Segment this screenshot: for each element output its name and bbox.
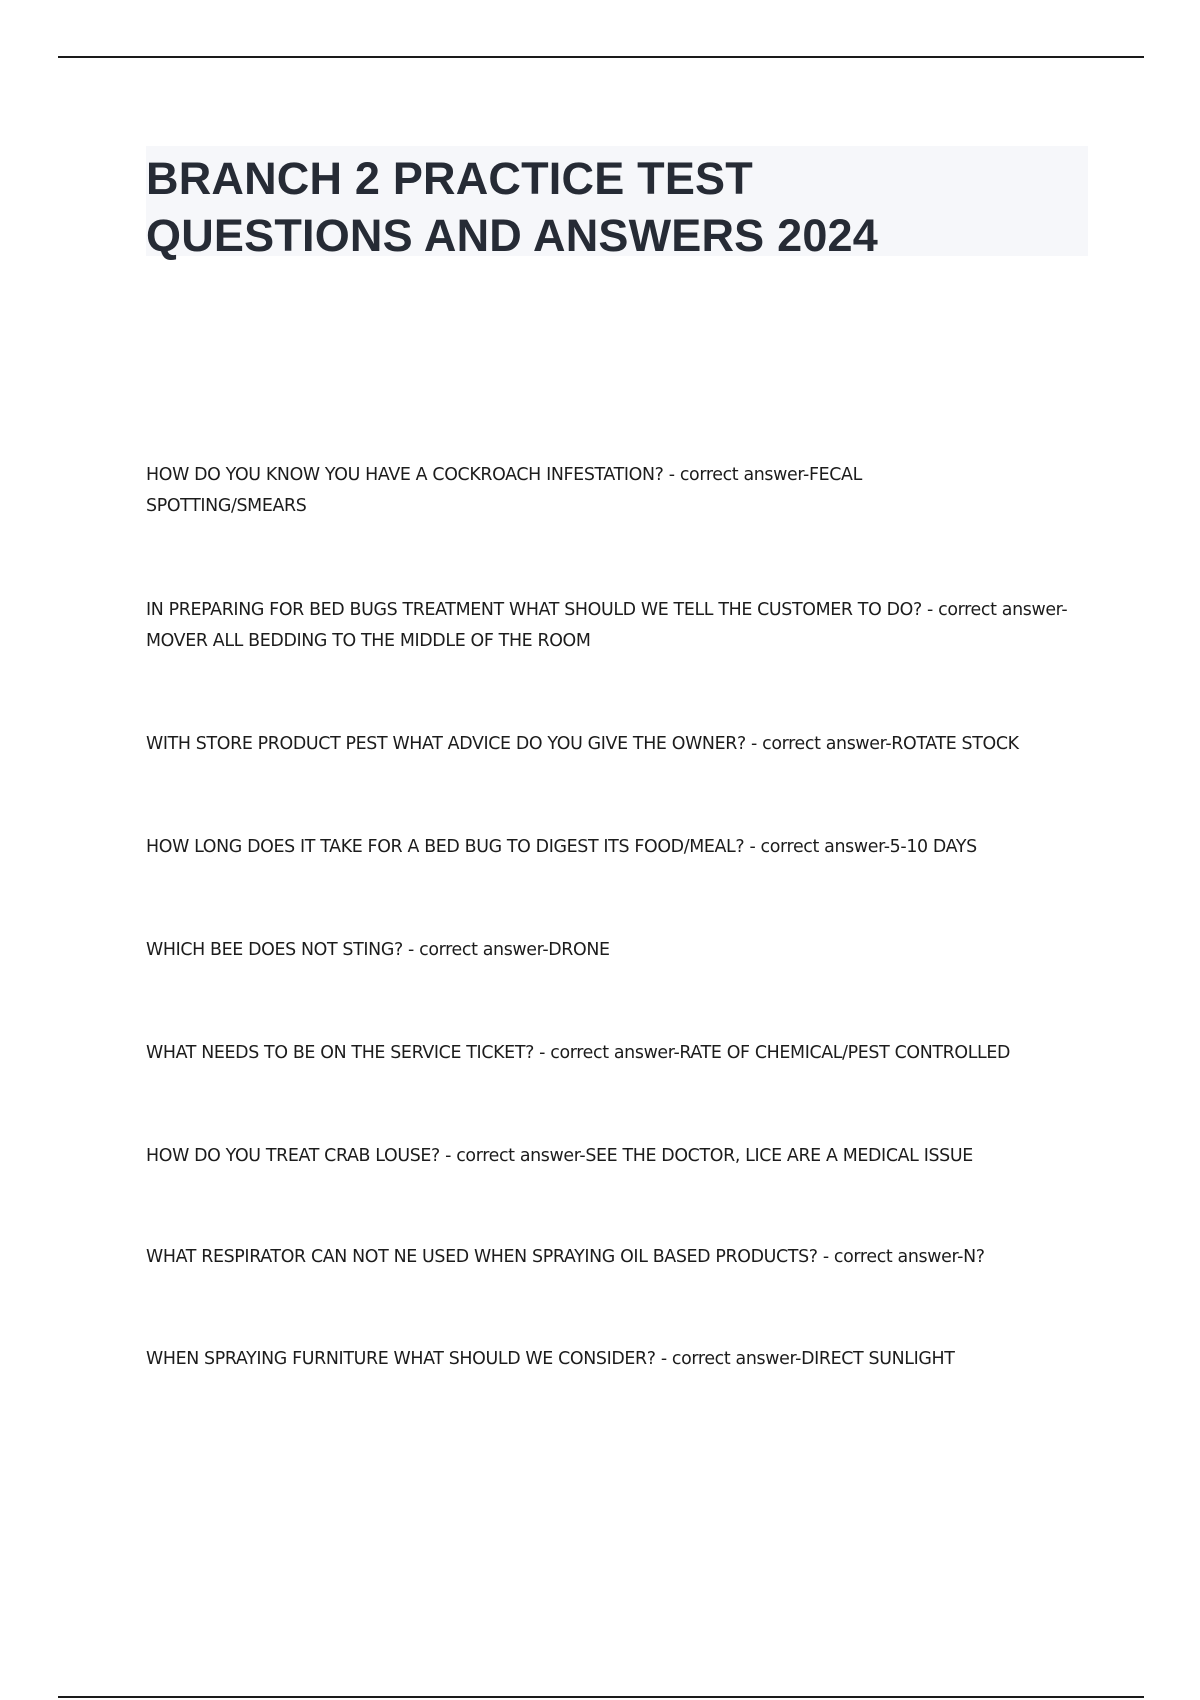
qa-item: IN PREPARING FOR BED BUGS TREATMENT WHAT SHOULD WE TELL THE CUSTOMER TO DO? - correct answer-MOVER ALL BEDDING TO THE MIDDLE OF THE ROOM xyxy=(146,600,1068,651)
title-block xyxy=(146,146,1088,261)
title-line-2: QUESTIONS AND ANSWERS 2024 xyxy=(146,210,879,261)
qa-item: HOW DO YOU KNOW YOU HAVE A COCKROACH INFESTATION? - correct answer-FECAL SPOTTING/SMEARS xyxy=(146,465,862,516)
qa-item: HOW LONG DOES IT TAKE FOR A BED BUG TO DIGEST ITS FOOD/MEAL? - correct answer-5-10 DAYS xyxy=(146,837,977,857)
document-title xyxy=(146,150,1088,264)
qa-item: WITH STORE PRODUCT PEST WHAT ADVICE DO YOU GIVE THE OWNER? - correct answer-ROTATE STOCK xyxy=(146,734,1019,754)
qa-item: HOW DO YOU TREAT CRAB LOUSE? - correct answer-SEE THE DOCTOR, LICE ARE A MEDICAL ISSUE xyxy=(146,1146,973,1166)
bottom-divider xyxy=(58,1696,1144,1698)
qa-item: WHICH BEE DOES NOT STING? - correct answer-DRONE xyxy=(146,940,610,960)
top-divider xyxy=(58,56,1144,58)
qa-item: WHAT RESPIRATOR CAN NOT NE USED WHEN SPRAYING OIL BASED PRODUCTS? - correct answer-N? xyxy=(146,1247,985,1267)
qa-item: WHEN SPRAYING FURNITURE WHAT SHOULD WE CONSIDER? - correct answer-DIRECT SUNLIGHT xyxy=(146,1349,955,1369)
qa-item: WHAT NEEDS TO BE ON THE SERVICE TICKET? - correct answer-RATE OF CHEMICAL/PEST CONTROLLED xyxy=(146,1043,1011,1063)
title-line-1: BRANCH 2 PRACTICE TEST xyxy=(146,153,753,204)
